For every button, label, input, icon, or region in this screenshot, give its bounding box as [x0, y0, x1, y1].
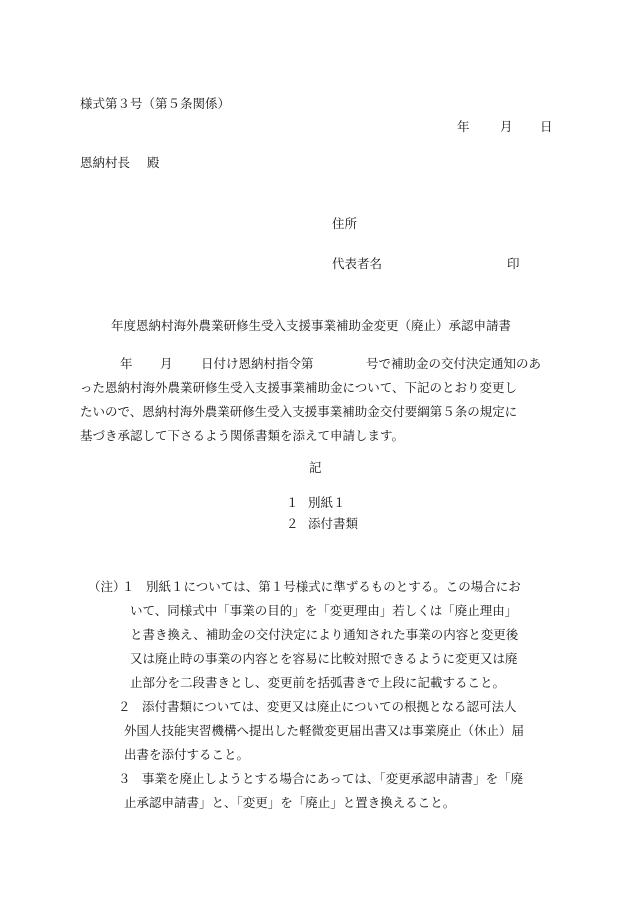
body-line-4: 基づき承認して下さるよう関係書類を添えて申請します。 [80, 428, 405, 443]
list-item [286, 518, 358, 531]
list-item-number: ２ [286, 516, 299, 531]
address-label: 住所 [332, 216, 358, 231]
list-item [286, 497, 346, 510]
body-line-2: った恩納村海外農業研修生受入支援事業補助金について、下記のとおり変更し [80, 380, 518, 395]
list-item-label: 添付書類 [308, 516, 359, 531]
body-line-3: たいので、恩納村海外農業研修生受入支援事業補助金交付要綱第５条の規定に [80, 404, 518, 419]
ki-heading: 記 [309, 460, 322, 475]
date-day-label: 日 [540, 119, 553, 134]
seal-mark: 印 [507, 256, 520, 271]
body-year-label: 年 [120, 356, 133, 371]
date-year-label: 年 [457, 119, 470, 134]
body-line1-text-b: 号で補助金の交付決定通知のあ [366, 356, 542, 371]
date-month-label: 月 [500, 119, 513, 134]
note-2-line: 外国人技能実習機構へ提出した軽微変更届出書又は事業廃止（休止）届 [124, 723, 525, 738]
body-month-label: 月 [160, 356, 173, 371]
note-1-line: 止部分を二段書きとし、変更前を括弧書きで上段に記載すること。 [130, 675, 506, 690]
note-3-line: 止承認申請書」と、「変更」を「廃止」と置き換えること。 [124, 795, 456, 810]
list-item-label: 別紙１ [308, 495, 346, 510]
body-line1-text-a: 日付け恩納村指令第 [201, 356, 314, 371]
list-item-number: １ [286, 495, 299, 510]
note-3-line: 事業を廃止しようとする場合にあっては、「変更承認申請書」を「廃 [142, 771, 524, 786]
note-1-line: と書き換え、補助金の交付決定により通知された事業の内容と変更後 [130, 627, 519, 642]
note-number: ２ [118, 699, 131, 714]
notes-label: （注） [88, 579, 126, 594]
note-1-line: 別紙１については、第１号様式に準ずるものとする。この場合にお [146, 579, 521, 594]
representative-label: 代表者名 [332, 256, 383, 271]
note-2-line: 添付書類については、変更又は廃止についての根拠となる認可法人 [142, 699, 517, 714]
addressee-suffix: 殿 [147, 155, 160, 170]
note-number: ３ [118, 771, 131, 786]
document-title: 年度恩納村海外農業研修生受入支援事業補助金変更（廃止）承認申請書 [111, 318, 512, 333]
note-2-line: 出書を添付すること。 [124, 747, 250, 762]
note-number: １ [122, 579, 135, 594]
note-1-line: 又は廃止時の事業の内容とを容易に比較対照できるように変更又は廃 [130, 651, 518, 666]
form-number: 様式第３号（第５条関係） [80, 96, 231, 111]
note-1-line: いて、同様式中「事業の目的」を「変更理由」若しくは「廃止理由」 [130, 603, 518, 618]
addressee: 恩納村長 [80, 155, 131, 170]
